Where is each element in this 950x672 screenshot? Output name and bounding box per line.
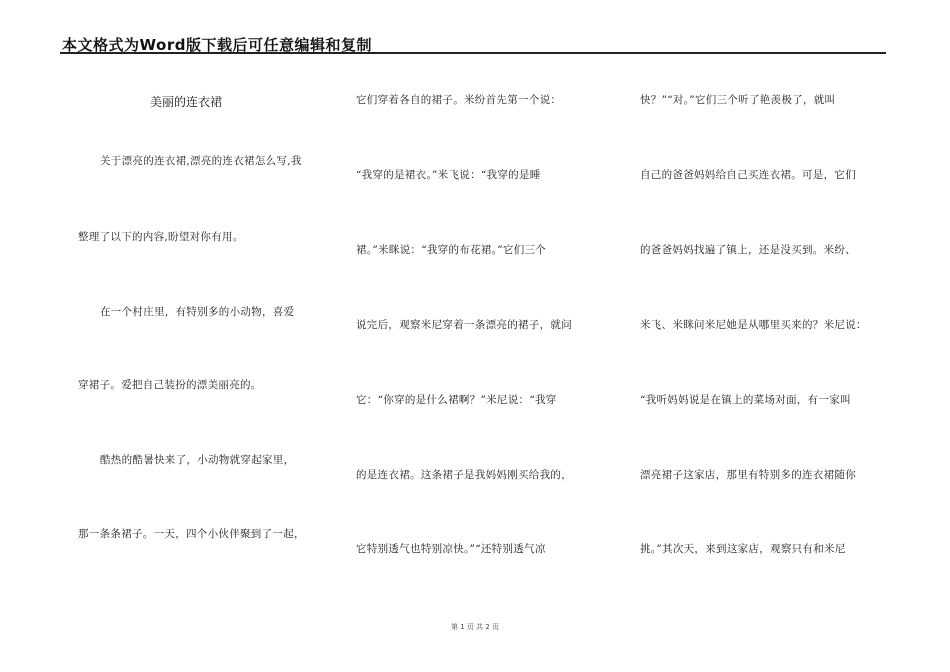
- column-1-line: 酷热的酷暑快来了，小动物就穿起家里，: [100, 454, 295, 466]
- column-3-line: 米飞、米眯问米尼她是从哪里买来的？米尼说：: [640, 319, 867, 331]
- header-divider: [60, 52, 886, 54]
- column-2-line: 说完后，观察米尼穿着一条漂亮的裙子，就问: [356, 319, 572, 331]
- column-1-line: 那一条条裙子。一天，四个小伙伴聚到了一起，: [78, 528, 305, 540]
- header-title: 本文格式为Word版下载后可任意编辑和复制: [62, 36, 372, 54]
- column-2-line: 它特别透气也特别凉快。”“还特别透气凉: [356, 543, 546, 555]
- column-2-line: 裙。”米眯说：“我穿的布花裙。”它们三个: [356, 244, 547, 256]
- column-3-line: 挑。”其次天，来到这家店，观察只有和米尼: [640, 543, 846, 555]
- document-title: 美丽的连衣裙: [150, 95, 223, 109]
- column-3-line: 自己的爸爸妈妈给自己买连衣裙。可是，它们: [640, 169, 856, 181]
- column-2-line: 它：“你穿的是什么裙啊？”米尼说：“我穿: [356, 394, 557, 406]
- column-3-line: “我听妈妈说是在镇上的菜场对面，有一家叫: [640, 394, 851, 406]
- column-1-line: 关于漂亮的连衣裙,漂亮的连衣裙怎么写,我: [100, 155, 302, 167]
- page-number: 第 1 页 共 2 页: [450, 623, 500, 631]
- column-1-line: 整理了以下的内容,盼望对你有用。: [78, 231, 244, 243]
- column-2-line: 的是连衣裙。这条裙子是我妈妈刚买给我的，: [356, 469, 572, 481]
- column-3-line: 漂亮裙子这家店，那里有特别多的连衣裙随你: [640, 469, 856, 481]
- column-1-line: 穿裙子。爱把自己装扮的漂美丽亮的。: [78, 379, 262, 391]
- column-3-line: 的爸爸妈妈找遍了镇上，还是没买到。米纷、: [640, 244, 856, 256]
- column-2-line: 它们穿着各自的裙子。米纷首先第一个说：: [356, 94, 562, 106]
- column-1-line: 在一个村庄里，有特别多的小动物，喜爱: [100, 306, 295, 318]
- column-2-line: “我穿的是裙衣。”米飞说：“我穿的是睡: [356, 169, 541, 181]
- column-3-line: 快？”“对。”它们三个听了艳羡极了，就叫: [640, 94, 836, 106]
